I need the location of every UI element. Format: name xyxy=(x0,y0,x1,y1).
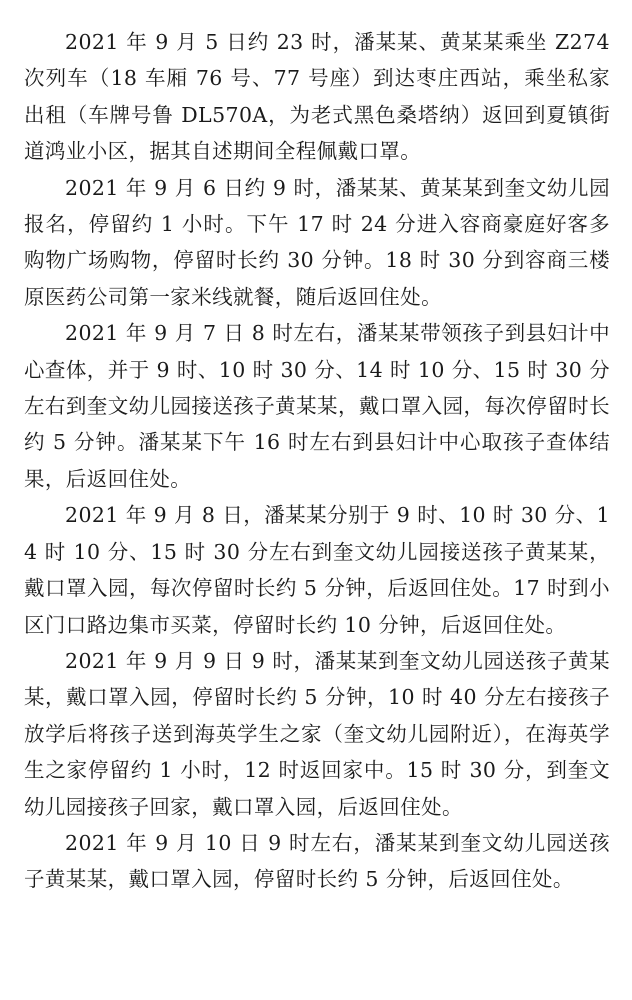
paragraph-sep-6: 2021 年 9 月 6 日约 9 时，潘某某、黄某某到奎文幼儿园报名，停留约 1 小时。下午 17 时 24 分进入容商豪庭好客多购物广场购物，停留时长约 30 分钟。18 时 30 分到容商三楼原医药公司第一家米线就餐，随后返回住处。 xyxy=(24,175,610,309)
paragraph-sep-9: 2021 年 9 月 9 日 9 时，潘某某到奎文幼儿园送孩子黄某某，戴口罩入园，停留时长约 5 分钟，10 时 40 分左右接孩子放学后将孩子送到海英学生之家（奎文幼儿园附近），在海英学生之家停留约 1 小时，12 时返回家中。15 时 30 分，到奎文幼儿园接孩子回家，戴口罩入园，后返回住处。 xyxy=(24,648,610,819)
paragraph-sep-8: 2021 年 9 月 8 日，潘某某分别于 9 时、10 时 30 分、14 时 10 分、15 时 30 分左右到奎文幼儿园接送孩子黄某某，戴口罩入园，每次停留时长约 5 分钟，后返回住处。17 时到小区门口路边集市买菜，停留时长约 10 分钟，后返回住处。 xyxy=(24,503,610,637)
document-body xyxy=(24,24,610,898)
paragraph-sep-7: 2021 年 9 月 7 日 8 时左右，潘某某带领孩子到县妇计中心查体，并于 9 时、10 时 30 分、14 时 10 分、15 时 30 分左右到奎文幼儿园接送孩子黄某某，戴口罩入园，每次停留时长约 5 分钟。潘某某下午 16 时左右到县妇计中心取孩子查体结果，后返回住处。 xyxy=(24,321,610,491)
paragraph-sep-10: 2021 年 9 月 10 日 9 时左右，潘某某到奎文幼儿园送孩子黄某某，戴口罩入园，停留时长约 5 分钟，后返回住处。 xyxy=(24,830,610,892)
paragraph-sep-5: 2021 年 9 月 5 日约 23 时，潘某某、黄某某乘坐 Z274 次列车（18 车厢 76 号、77 号座）到达枣庄西站，乘坐私家出租（车牌号鲁 DL570A，为老式黑色桑塔纳）返回到夏镇街道鸿业小区，据其自述期间全程佩戴口罩。 xyxy=(24,30,610,164)
